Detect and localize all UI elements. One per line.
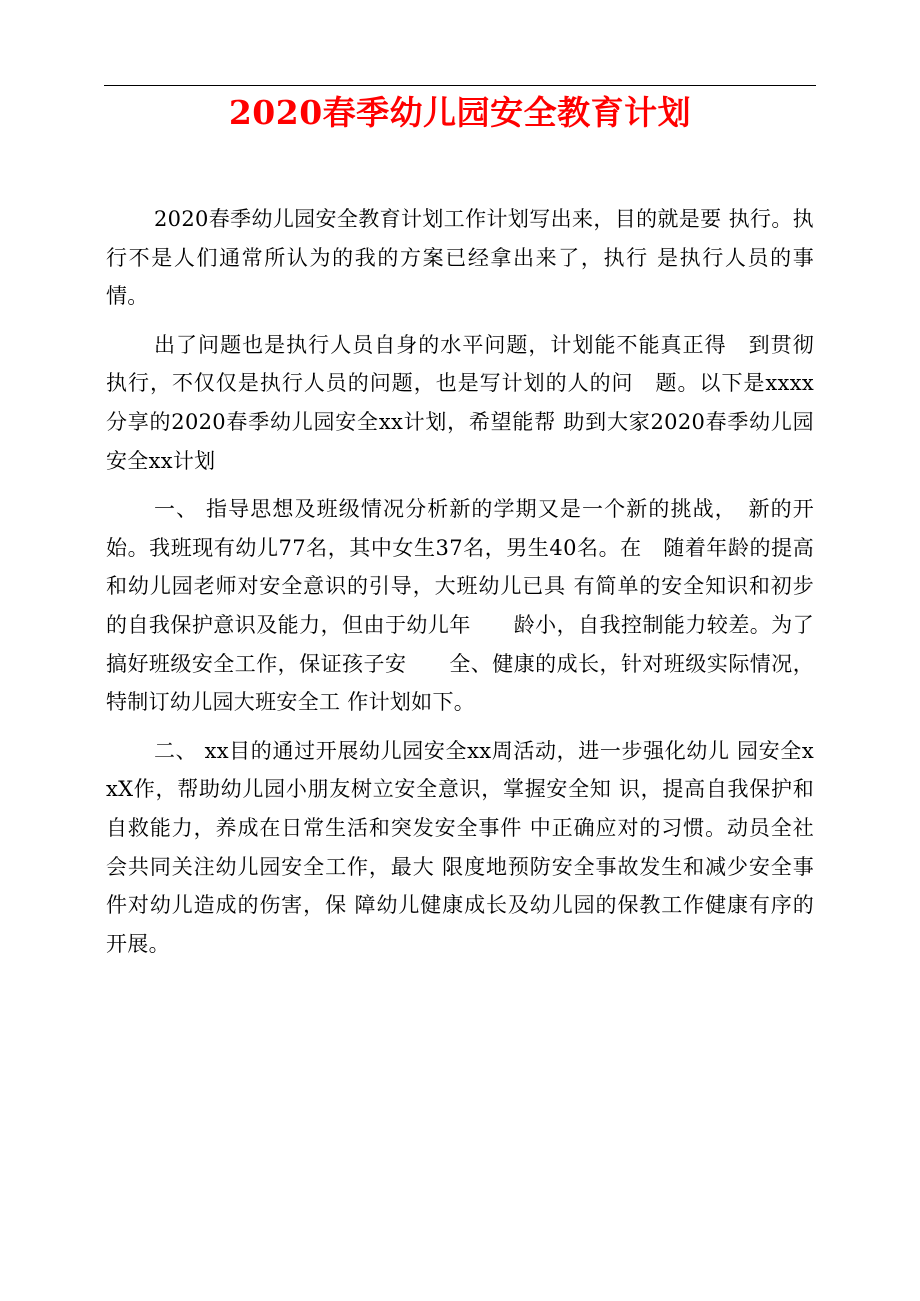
header-rule [104, 85, 816, 86]
paragraph-objective: 二、 xx目的通过开展幼儿园安全xx周活动，进一步强化幼儿 园安全xxX作，帮助幼儿园小朋友树立安全意识，掌握安全知 识，提高自我保护和自救能力，养成在日常生活和突发安全事件 中正确应对的习惯。动员全社会共同关注幼儿园安全工作，最大 限度地预防安全事故发生和减少安全事件对幼儿造成的伤害，保 障幼儿健康成长及幼儿园的保教工作健康有序的开展。 [106, 738, 814, 956]
document-body [106, 200, 814, 973]
paragraph-execution: 出了问题也是执行人员自身的水平问题，计划能不能真正得 到贯彻执行，不仅仅是执行人员的问题，也是写计划的人的问 题。以下是xxxx分享的2020春季幼儿园安全xx计划，希望能帮 助到大家2020春季幼儿园安全xx计划 [106, 332, 814, 473]
paragraph-intro: 2020春季幼儿园安全教育计划工作计划写出来，目的就是要 执行。执行不是人们通常所认为的我的方案已经拿出来了，执行 是执行人员的事情。 [106, 207, 814, 309]
document-title: 2020春季幼儿园安全教育计划 [228, 93, 692, 132]
paragraph-guiding-thought: 一、 指导思想及班级情况分析新的学期又是一个新的挑战， 新的开始。我班现有幼儿77名，其中女生37名，男生40名。在 随着年龄的提高和幼儿园老师对安全意识的引导，大班幼儿已具 有简单的安全知识和初步的自我保护意识及能力，但由于幼儿年 龄小，自我控制能力较差。为了搞好班级安全工作，保证孩子安 全、健康的成长，针对班级实际情况，特制订幼儿园大班安全工 作计划如下。 [106, 497, 814, 715]
